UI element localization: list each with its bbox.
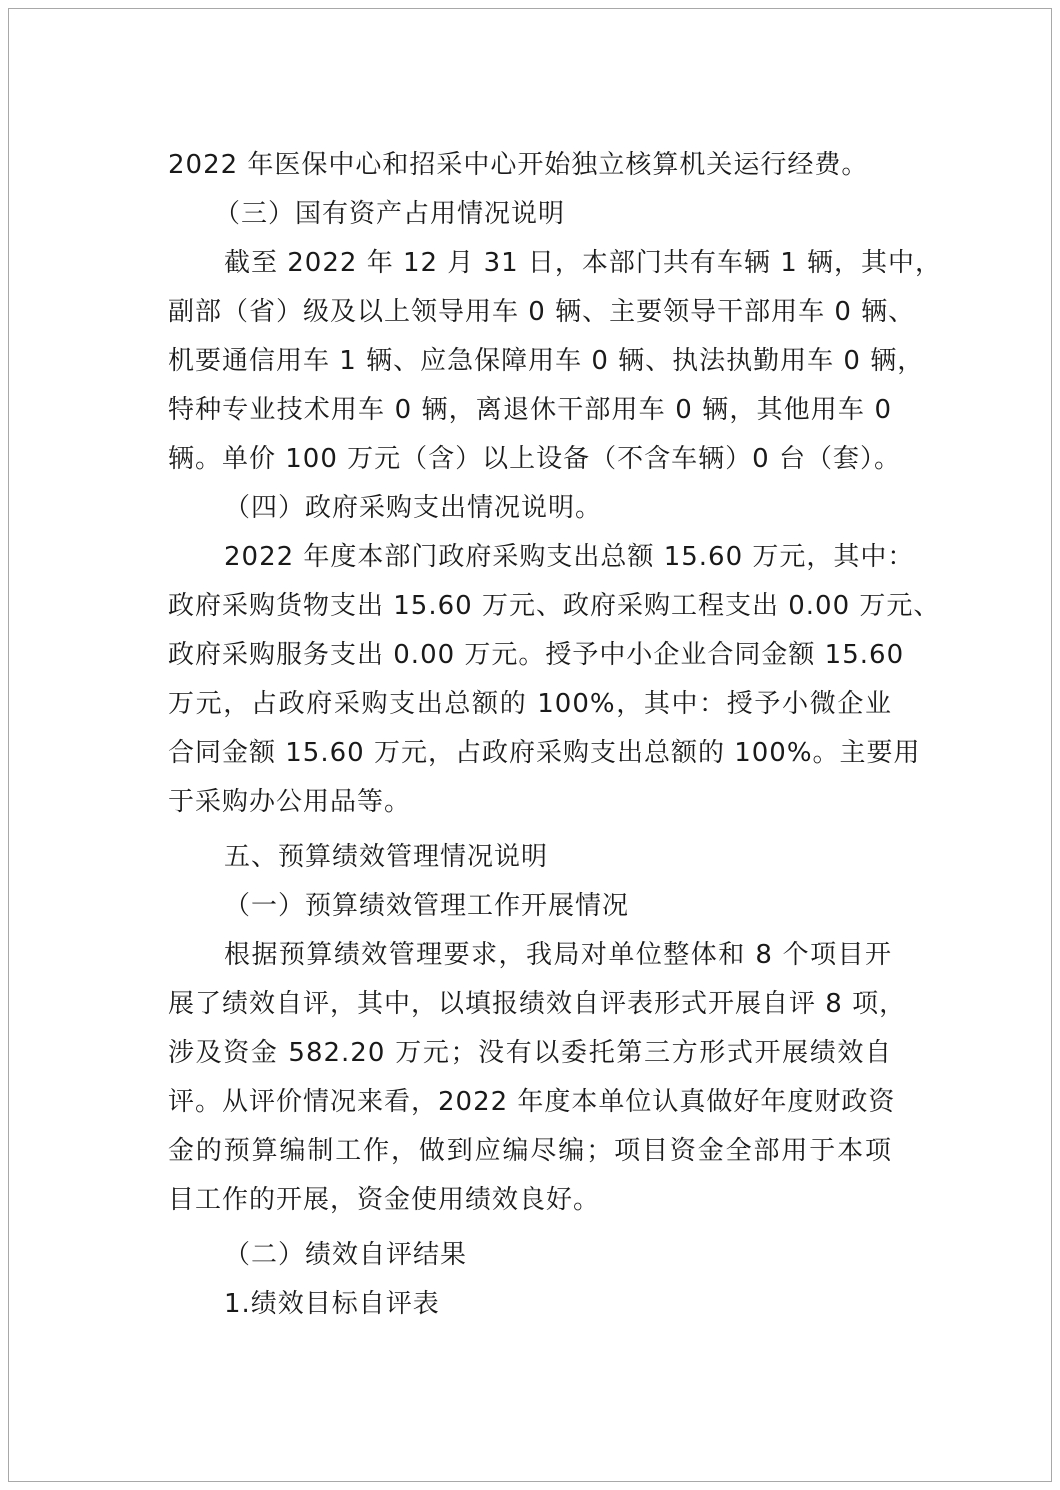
- paragraph-line: 政府采购货物支出 15.60 万元、政府采购工程支出 0.00 万元、: [168, 591, 941, 621]
- paragraph-line: 副部（省）级及以上领导用车 0 辆、主要领导干部用车 0 辆、: [168, 297, 916, 327]
- paragraph-line: 合同金额 15.60 万元，占政府采购支出总额的 100%。主要用: [168, 738, 921, 768]
- section-heading-procurement: （四）政府采购支出情况说明。: [224, 493, 603, 523]
- paragraph-line: 根据预算绩效管理要求，我局对单位整体和 8 个项目开: [224, 940, 892, 970]
- paragraph-line: 万元，占政府采购支出总额的 100%，其中：授予小微企业: [168, 689, 892, 719]
- document-body: [168, 141, 942, 1329]
- paragraph-line: 2022 年医保中心和招采中心开始独立核算机关运行经费。: [168, 150, 869, 180]
- paragraph-line: 辆。单价 100 万元（含）以上设备（不含车辆）0 台（套）。: [168, 444, 901, 474]
- paragraph-line: 目工作的开展，资金使用绩效良好。: [168, 1185, 601, 1215]
- section-heading-performance-work: （一）预算绩效管理工作开展情况: [224, 891, 630, 921]
- chapter-heading-performance: 五、预算绩效管理情况说明: [224, 842, 549, 872]
- paragraph-line: 机要通信用车 1 辆、应急保障用车 0 辆、执法执勤用车 0 辆，: [168, 346, 925, 376]
- paragraph-line: 于采购办公用品等。: [168, 787, 412, 817]
- paragraph-line: 政府采购服务支出 0.00 万元。授予中小企业合同金额 15.60: [168, 640, 905, 670]
- section-heading-self-evaluation: （二）绩效自评结果: [224, 1240, 468, 1270]
- paragraph-line: 评。从评价情况来看，2022 年度本单位认真做好年度财政资: [168, 1087, 896, 1117]
- section-heading-assets: （三）国有资产占用情况说明: [214, 199, 566, 229]
- paragraph-line: 涉及资金 582.20 万元；没有以委托第三方形式开展绩效自: [168, 1038, 892, 1068]
- paragraph-line: 特种专业技术用车 0 辆，离退休干部用车 0 辆，其他用车 0: [168, 395, 892, 425]
- paragraph-line: 截至 2022 年 12 月 31 日，本部门共有车辆 1 辆，其中，: [224, 248, 942, 278]
- paragraph-line: 展了绩效自评，其中，以填报绩效自评表形式开展自评 8 项，: [168, 989, 907, 1019]
- paragraph-line: 金的预算编制工作，做到应编尽编；项目资金全部用于本项: [168, 1136, 892, 1166]
- subsection-heading-target-table: 1.绩效目标自评表: [224, 1289, 440, 1319]
- paragraph-line: 2022 年度本部门政府采购支出总额 15.60 万元，其中：: [224, 542, 915, 572]
